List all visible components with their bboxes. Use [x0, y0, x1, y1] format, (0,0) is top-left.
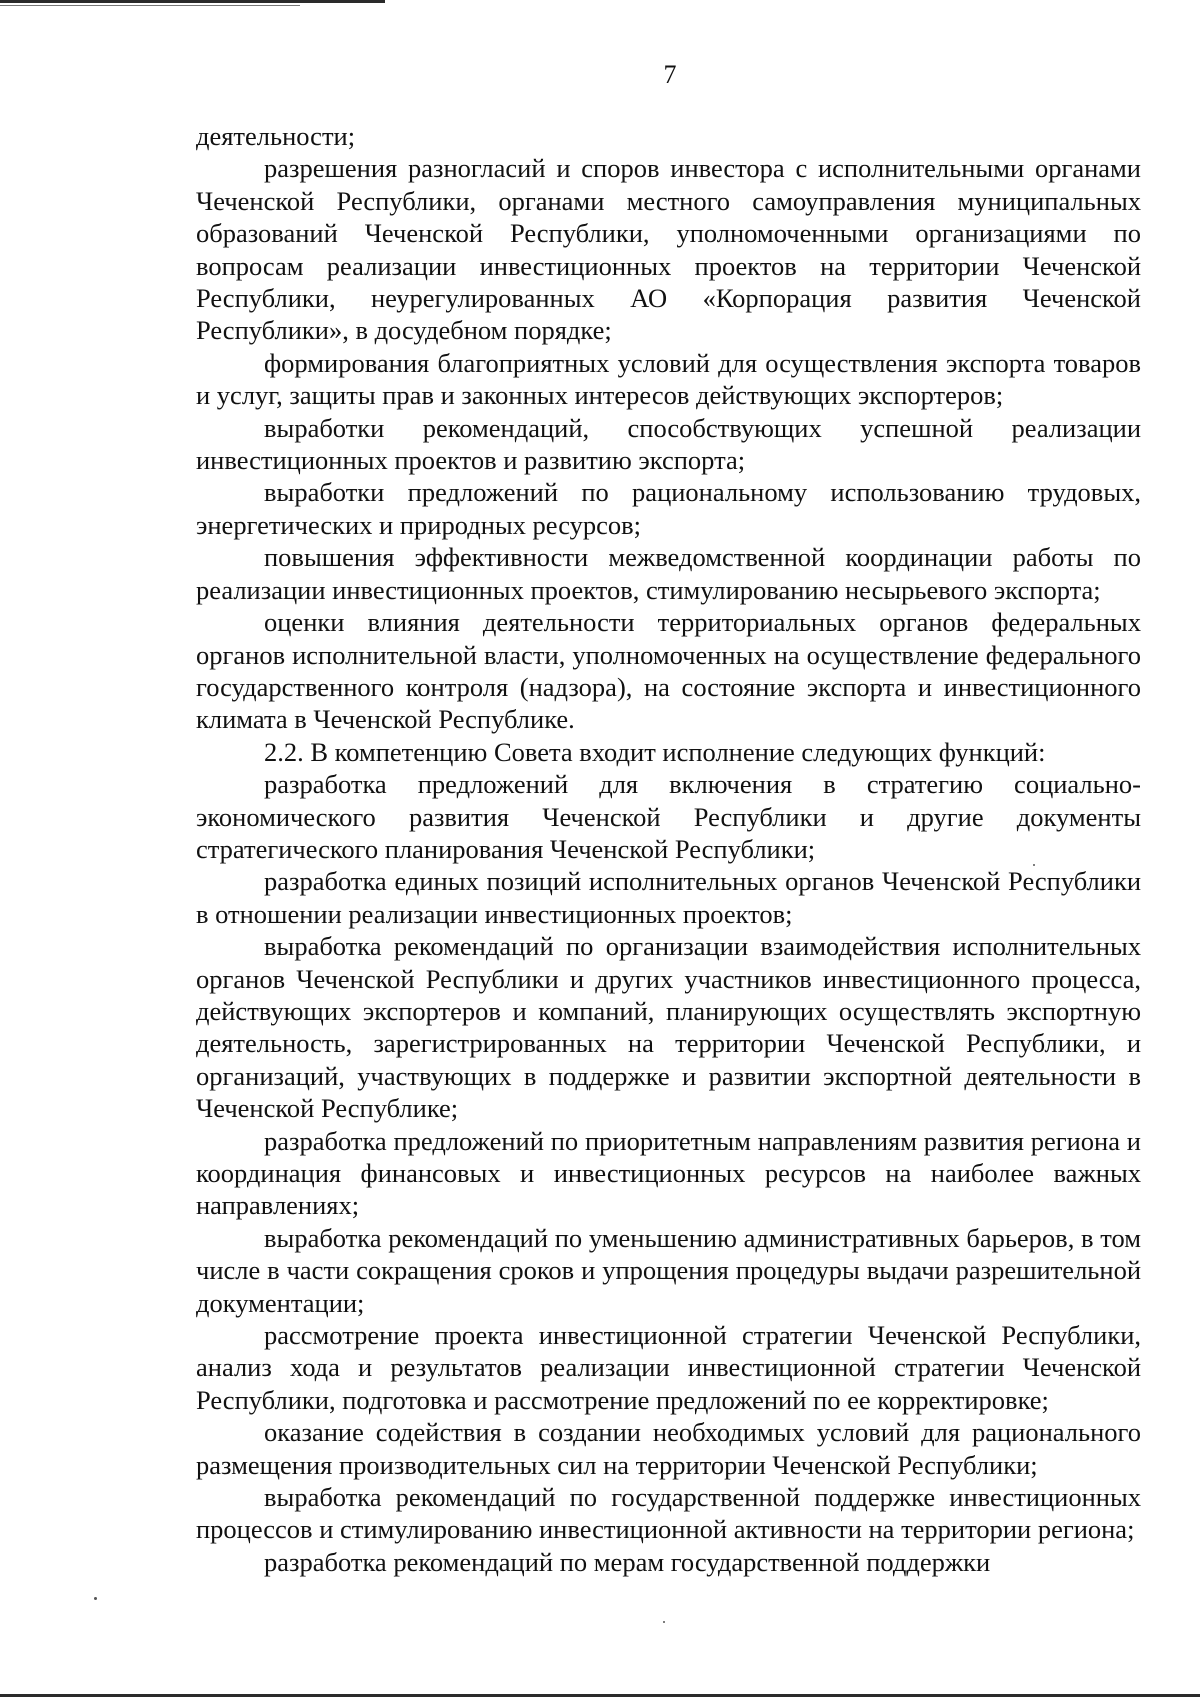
- paragraph: разработка предложений для включения в стратегию социально-экономического развития Чеченской Республики и другие документы стратегического планирования Чеченской Республики;: [196, 769, 1141, 864]
- scan-top-edge-line-secondary: [0, 5, 300, 6]
- paragraph: разрешения разногласий и споров инвестора с исполнительными органами Чеченской Республики, органами местного самоуправления муниципальных образований Чеченской Республики, уполномоченными организациями по вопросам реализации инвестиционных проектов на территории Чеченской Республики, неурегулированных АО «Корпорация развития Чеченской Республики», в досудебном порядке;: [196, 153, 1141, 346]
- paragraph-continuation: деятельности;: [196, 121, 356, 151]
- paragraph: выработка рекомендаций по уменьшению административных барьеров, в том числе в части сокращения сроков и упрощения процедуры выдачи разрешительной документации;: [196, 1222, 1141, 1318]
- page-number: 7: [663, 60, 677, 89]
- paragraph: повышения эффективности межведомственной координации работы по реализации инвестиционных проектов, стимулированию несырьевого экспорта;: [196, 542, 1141, 605]
- scan-top-edge-line: [0, 0, 385, 3]
- paragraph: выработки рекомендаций, способствующих успешной реализации инвестиционных проектов и развитию экспорта;: [196, 412, 1141, 476]
- section-heading-2-2: 2.2. В компетенцию Совета входит исполнение следующих функций:: [264, 736, 1046, 767]
- document-body: [196, 120, 1141, 1578]
- scan-speck: [663, 1621, 665, 1623]
- paragraph: оказание содействия в создании необходимых условий для рационального размещения производительных сил на территории Чеченской Республики;: [196, 1417, 1141, 1480]
- paragraph: выработка рекомендаций по организации взаимодействия исполнительных органов Чеченской Республики и других участников инвестиционного процесса, действующих экспортеров и компаний, планирующих осуществлять экспортную деятельность, зарегистрированных на территории Чеченской Республики, и организаций, участвующих в поддержке и развитии экспортной деятельности в Чеченской Республике;: [196, 931, 1141, 1124]
- paragraph: выработка рекомендаций по государственной поддержке инвестиционных процессов и стимулированию инвестиционной активности на территории региона;: [196, 1482, 1141, 1545]
- scan-speck: [94, 1597, 97, 1600]
- paragraph: рассмотрение проекта инвестиционной стратегии Чеченской Республики, анализ хода и результатов реализации инвестиционной стратегии Чеченской Республики, подготовка и рассмотрение предложений по ее корректировке;: [196, 1320, 1141, 1415]
- paragraph-continues: разработка рекомендаций по мерам государственной поддержки: [264, 1546, 991, 1577]
- paragraph: разработка единых позиций исполнительных органов Чеченской Республики в отношении реализации инвестиционных проектов;: [196, 866, 1141, 929]
- paragraph: формирования благоприятных условий для осуществления экспорта товаров и услуг, защиты прав и законных интересов действующих экспортеров;: [196, 347, 1141, 411]
- scan-speck: [1033, 864, 1035, 866]
- paragraph: разработка предложений по приоритетным направлениям развития региона и координация финансовых и инвестиционных ресурсов на наиболее важных направлениях;: [196, 1125, 1141, 1221]
- paragraph: выработки предложений по рациональному использованию трудовых, энергетических и природных ресурсов;: [196, 477, 1141, 540]
- paragraph: оценки влияния деятельности территориальных органов федеральных органов исполнительной власти, уполномоченных на осуществление федерального государственного контроля (надзора), на состояние экспорта и инвестиционного климата в Чеченской Республике.: [196, 607, 1141, 735]
